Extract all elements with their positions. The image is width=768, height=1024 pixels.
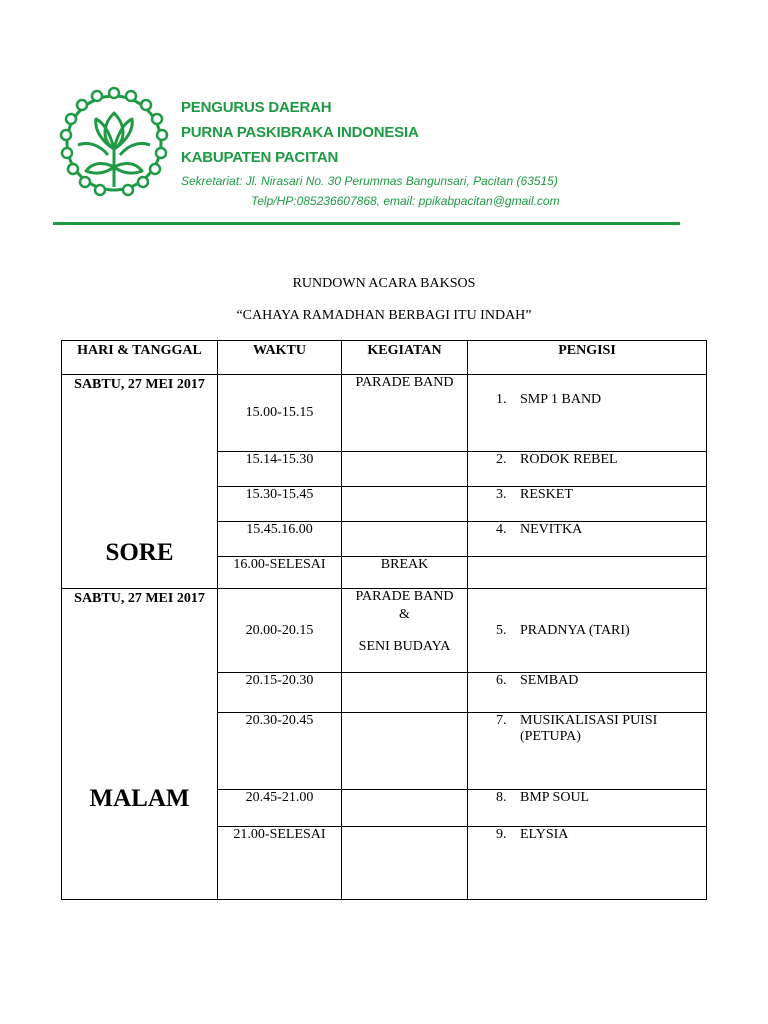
performer-number: 6. bbox=[496, 673, 507, 688]
time-cell: 15.14-15.30 bbox=[218, 452, 342, 487]
performer-name: NEVITKA bbox=[520, 522, 583, 537]
performer-number: 5. bbox=[496, 622, 507, 638]
session-sore-cell bbox=[62, 375, 218, 589]
performer-cell bbox=[468, 452, 707, 487]
performer-name: RODOK REBEL bbox=[520, 452, 618, 467]
performer-cell bbox=[468, 487, 707, 522]
time-cell: 15.45.16.00 bbox=[218, 522, 342, 557]
secretariat-address: Sekretariat: Jl. Nirasari No. 30 Perummas Bangunsari, Pacitan (63515) bbox=[181, 174, 558, 188]
session-date: SABTU, 27 MEI 2017 bbox=[74, 591, 205, 606]
performer-name: ELYSIA bbox=[520, 827, 569, 842]
performer-number: 4. bbox=[496, 522, 507, 537]
session-malam-cell bbox=[62, 589, 218, 900]
performer-cell bbox=[468, 522, 707, 557]
activity-cell: PARADE BAND bbox=[342, 375, 468, 452]
time-cell: 20.30-20.45 bbox=[218, 713, 342, 790]
org-name-line-1: PENGURUS DAERAH bbox=[181, 99, 332, 116]
performer-name: BMP SOUL bbox=[520, 790, 590, 805]
performer-name-continued: (PETUPA) bbox=[520, 729, 581, 744]
table-row bbox=[62, 375, 707, 452]
activity-cell bbox=[342, 589, 468, 673]
document-title: RUNDOWN ACARA BAKSOS bbox=[292, 276, 476, 291]
performer-cell bbox=[468, 673, 707, 713]
performer-number: 2. bbox=[496, 452, 507, 467]
performer-number: 8. bbox=[496, 790, 507, 805]
activity-line: SENI BUDAYA bbox=[358, 639, 451, 654]
flower-wreath-logo-icon bbox=[58, 83, 170, 205]
organization-logo bbox=[58, 83, 170, 205]
performer-cell bbox=[468, 790, 707, 827]
org-name-line-2: PURNA PASKIBRAKA INDONESIA bbox=[181, 124, 419, 141]
activity-cell bbox=[342, 673, 468, 713]
performer-number: 3. bbox=[496, 487, 507, 502]
table-header-row bbox=[62, 341, 707, 375]
activity-cell bbox=[342, 790, 468, 827]
time-cell: 15.00-15.15 bbox=[218, 375, 342, 452]
event-theme: “CAHAYA RAMADHAN BERBAGI ITU INDAH” bbox=[236, 308, 532, 323]
header-activity: KEGIATAN bbox=[342, 341, 468, 375]
activity-cell bbox=[342, 713, 468, 790]
performer-cell bbox=[468, 589, 707, 673]
performer-name: PRADNYA (TARI) bbox=[520, 622, 630, 638]
header-day-date: HARI & TANGGAL bbox=[62, 341, 218, 375]
activity-line: PARADE BAND bbox=[355, 589, 454, 604]
activity-cell bbox=[342, 827, 468, 900]
time-cell: 16.00-SELESAI bbox=[218, 557, 342, 589]
session-date: SABTU, 27 MEI 2017 bbox=[74, 377, 205, 392]
performer-cell bbox=[468, 375, 707, 452]
org-name-line-3: KABUPATEN PACITAN bbox=[181, 149, 339, 166]
header-divider bbox=[53, 222, 680, 225]
time-cell: 20.45-21.00 bbox=[218, 790, 342, 827]
activity-cell bbox=[342, 452, 468, 487]
performer-cell bbox=[468, 713, 707, 790]
time-cell: 15.30-15.45 bbox=[218, 487, 342, 522]
performer-cell bbox=[468, 557, 707, 589]
time-cell: 21.00-SELESAI bbox=[218, 827, 342, 900]
time-cell: 20.00-20.15 bbox=[218, 589, 342, 673]
header-time: WAKTU bbox=[218, 341, 342, 375]
activity-cell bbox=[342, 522, 468, 557]
performer-cell bbox=[468, 827, 707, 900]
time-cell: 20.15-20.30 bbox=[218, 673, 342, 713]
session-label: MALAM bbox=[89, 785, 190, 812]
activity-line: & bbox=[399, 607, 410, 622]
activity-cell: BREAK bbox=[342, 557, 468, 589]
performer-name: SMP 1 BAND bbox=[520, 392, 602, 407]
letterhead bbox=[181, 95, 560, 210]
performer-number: 9. bbox=[496, 827, 507, 842]
session-label: SORE bbox=[105, 539, 174, 566]
rundown-table bbox=[61, 340, 707, 900]
contact-info: Telp/HP:085236607868, email: ppikabpacitan@gmail.com bbox=[251, 194, 560, 208]
header-performer: PENGISI bbox=[468, 341, 707, 375]
performer-number: 1. bbox=[496, 392, 507, 407]
table-row bbox=[62, 589, 707, 673]
performer-name: MUSIKALISASI PUISI bbox=[520, 713, 658, 728]
performer-name: SEMBAD bbox=[520, 673, 579, 688]
performer-number: 7. bbox=[496, 713, 507, 728]
performer-name: RESKET bbox=[520, 487, 573, 502]
activity-cell bbox=[342, 487, 468, 522]
